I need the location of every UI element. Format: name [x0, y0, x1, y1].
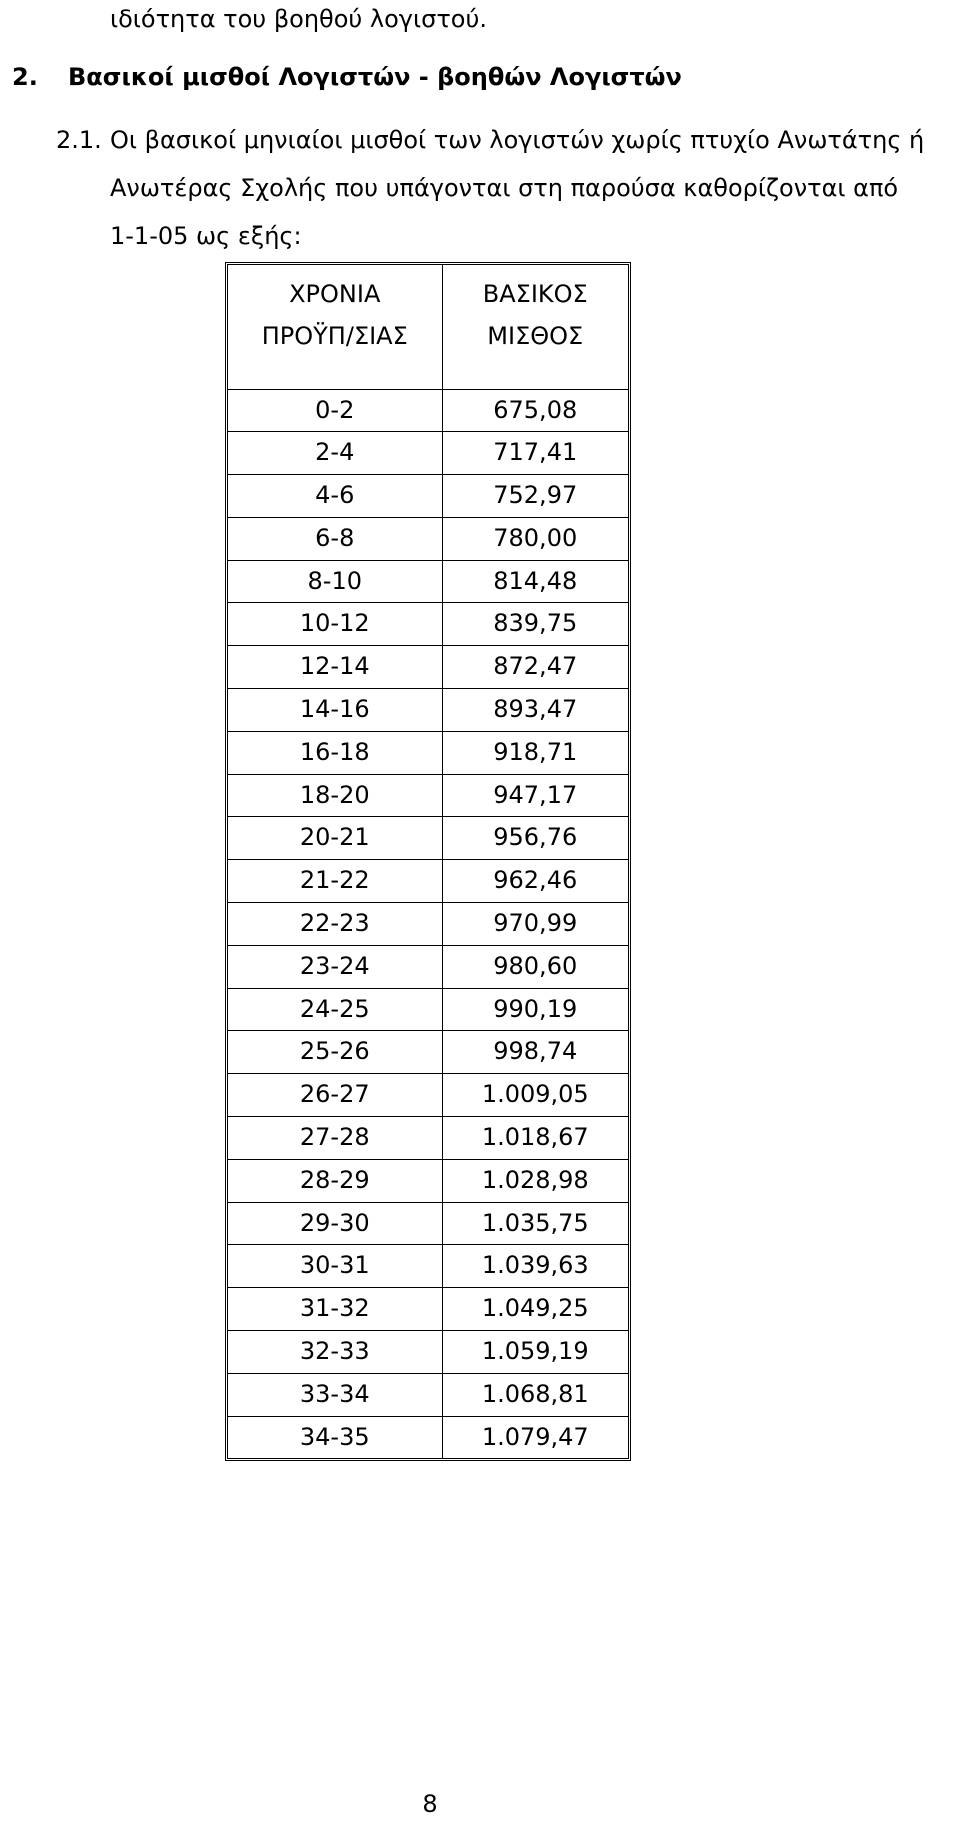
years-cell: 27-28 [228, 1117, 442, 1160]
salary-cell: 947,17 [442, 774, 628, 817]
table-row [228, 1031, 628, 1074]
table-row [228, 731, 628, 774]
years-cell: 23-24 [228, 945, 442, 988]
years-cell: 12-14 [228, 646, 442, 689]
years-cell: 18-20 [228, 774, 442, 817]
years-cell: 6-8 [228, 517, 442, 560]
section-heading [12, 62, 682, 92]
salary-cell: 956,76 [442, 817, 628, 860]
header-salary [442, 265, 628, 389]
table-row [228, 1245, 628, 1288]
salary-cell: 893,47 [442, 689, 628, 732]
table-row [228, 1373, 628, 1416]
subsection-text-line-3: 1-1-05 ως εξής: [110, 222, 302, 250]
salary-table [225, 262, 631, 1461]
salary-cell: 1.049,25 [442, 1288, 628, 1331]
table-row [228, 1288, 628, 1331]
table-row [228, 475, 628, 518]
years-cell: 24-25 [228, 988, 442, 1031]
table-row [228, 603, 628, 646]
header-salary-line-2: ΜΙΣΘΟΣ [487, 322, 584, 350]
years-cell: 25-26 [228, 1031, 442, 1074]
subsection-number: 2.1. [56, 126, 102, 154]
years-cell: 0-2 [228, 389, 442, 432]
salary-cell: 1.028,98 [442, 1159, 628, 1202]
years-cell: 14-16 [228, 689, 442, 732]
years-cell: 21-22 [228, 860, 442, 903]
table-row [228, 988, 628, 1031]
table-row [228, 1159, 628, 1202]
years-cell: 2-4 [228, 432, 442, 475]
salary-cell: 839,75 [442, 603, 628, 646]
table-row [228, 1416, 628, 1458]
years-cell: 33-34 [228, 1373, 442, 1416]
table-row [228, 1202, 628, 1245]
years-cell: 8-10 [228, 560, 442, 603]
table-row [228, 860, 628, 903]
subsection-paragraph-line-1 [56, 125, 924, 155]
years-cell: 16-18 [228, 731, 442, 774]
header-years [228, 265, 442, 389]
salary-cell: 675,08 [442, 389, 628, 432]
salary-cell: 717,41 [442, 432, 628, 475]
table-row [228, 1331, 628, 1374]
salary-cell: 1.035,75 [442, 1202, 628, 1245]
table-row [228, 903, 628, 946]
years-cell: 32-33 [228, 1331, 442, 1374]
years-cell: 10-12 [228, 603, 442, 646]
years-cell: 26-27 [228, 1074, 442, 1117]
table-row [228, 817, 628, 860]
table-row [228, 560, 628, 603]
salary-cell: 980,60 [442, 945, 628, 988]
salary-cell: 990,19 [442, 988, 628, 1031]
table-row [228, 689, 628, 732]
salary-cell: 752,97 [442, 475, 628, 518]
salary-cell: 1.068,81 [442, 1373, 628, 1416]
page-number: 8 [422, 1790, 438, 1818]
subsection-text-line-2: Ανωτέρας Σχολής που υπάγονται στη παρούσα καθορίζονται από [110, 174, 899, 202]
years-cell: 4-6 [228, 475, 442, 518]
salary-cell: 918,71 [442, 731, 628, 774]
salary-cell: 998,74 [442, 1031, 628, 1074]
years-cell: 30-31 [228, 1245, 442, 1288]
salary-cell: 780,00 [442, 517, 628, 560]
header-salary-line-1: ΒΑΣΙΚΟΣ [482, 280, 588, 308]
table-header-row [228, 265, 628, 389]
table-row [228, 774, 628, 817]
table-row [228, 517, 628, 560]
table-row [228, 389, 628, 432]
salary-cell: 962,46 [442, 860, 628, 903]
years-cell: 29-30 [228, 1202, 442, 1245]
salary-cell: 1.009,05 [442, 1074, 628, 1117]
years-cell: 20-21 [228, 817, 442, 860]
years-cell: 31-32 [228, 1288, 442, 1331]
salary-cell: 1.079,47 [442, 1416, 628, 1458]
years-cell: 34-35 [228, 1416, 442, 1458]
header-years-line-2: ΠΡΟΫΠ/ΣΙΑΣ [261, 322, 408, 350]
subsection-text-line-1: Οι βασικοί μηνιαίοι μισθοί των λογιστών χωρίς πτυχίο Ανωτάτης ή [110, 126, 925, 154]
table-row [228, 1117, 628, 1160]
salary-cell: 1.059,19 [442, 1331, 628, 1374]
salary-cell: 814,48 [442, 560, 628, 603]
table-row [228, 432, 628, 475]
table-row [228, 1074, 628, 1117]
salary-cell: 872,47 [442, 646, 628, 689]
header-years-line-1: ΧΡΟΝΙΑ [289, 280, 381, 308]
table-row [228, 945, 628, 988]
table-row [228, 646, 628, 689]
salary-cell: 970,99 [442, 903, 628, 946]
section-title: Βασικοί μισθοί Λογιστών - βοηθών Λογιστών [68, 63, 682, 91]
years-cell: 22-23 [228, 903, 442, 946]
section-number: 2. [12, 63, 38, 91]
salary-cell: 1.018,67 [442, 1117, 628, 1160]
years-cell: 28-29 [228, 1159, 442, 1202]
continued-text-line: ιδιότητα του βοηθού λογιστού. [110, 5, 487, 33]
salary-cell: 1.039,63 [442, 1245, 628, 1288]
